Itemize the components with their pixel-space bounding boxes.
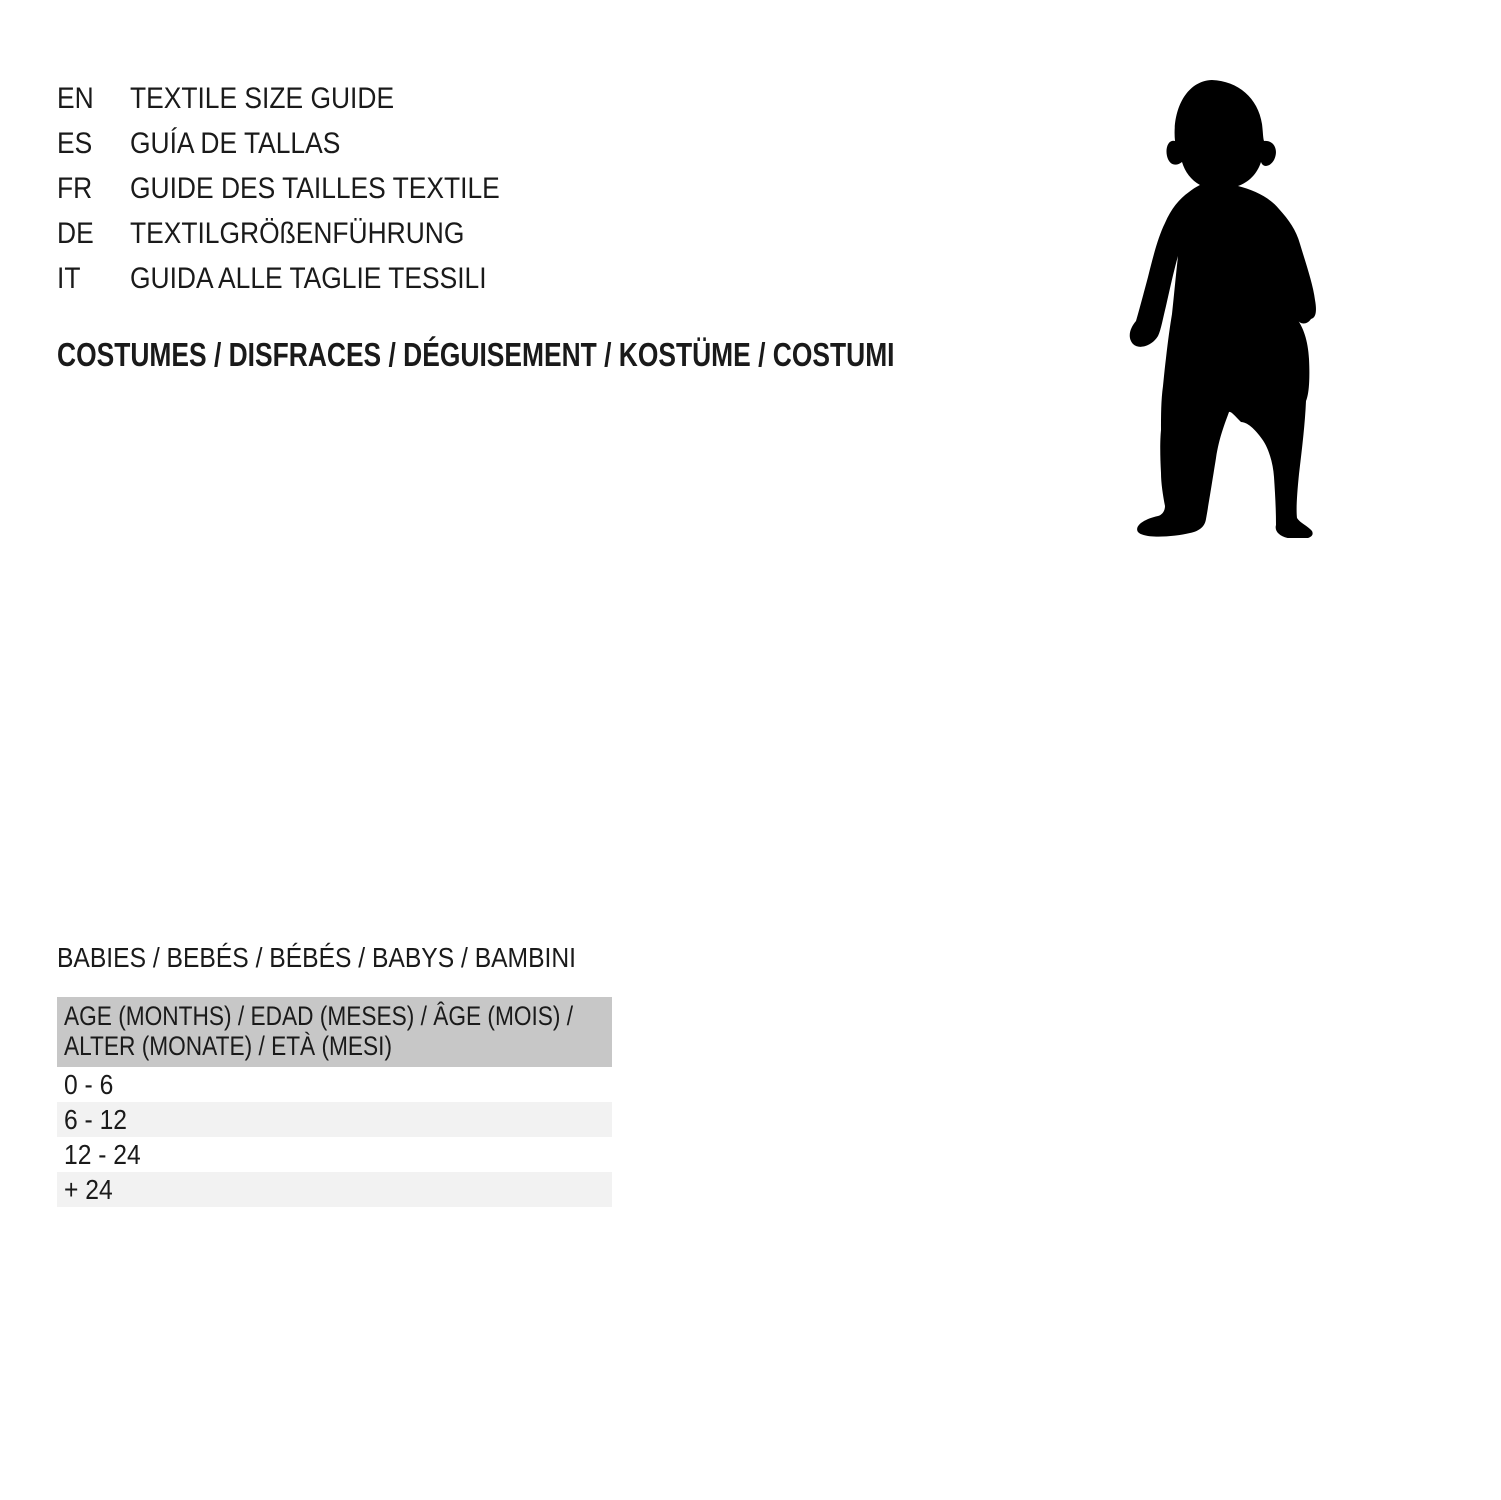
babies-size-table: [57, 997, 612, 1207]
size-table-header-line-2: ALTER (MONATE) / ETÀ (MESI): [64, 1031, 393, 1061]
language-label-de: TEXTILGRÖßENFÜHRUNG: [130, 216, 465, 250]
size-table-header-line-1: AGE (MONTHS) / EDAD (MESES) / ÂGE (MOIS) /: [64, 1001, 574, 1031]
babies-section-title: [57, 941, 647, 975]
language-code-de: DE: [57, 216, 94, 250]
language-code-es: ES: [57, 126, 93, 160]
language-row-es: [57, 121, 550, 166]
size-table-row-0-6: [57, 1067, 612, 1102]
language-code-fr: FR: [57, 171, 93, 205]
language-code-en: EN: [57, 81, 94, 115]
category-title-text: COSTUMES / DISFRACES / DÉGUISEMENT / KOSTÜME / COSTUMI: [57, 336, 895, 373]
language-row-en: [57, 76, 550, 121]
size-table-row-24-plus: [57, 1172, 612, 1207]
language-row-de: [57, 211, 550, 256]
language-label-fr: GUIDE DES TAILLES TEXTILE: [130, 171, 500, 205]
baby-silhouette-figure: [1128, 78, 1324, 538]
category-title: [57, 334, 1104, 376]
baby-silhouette-icon: [1128, 78, 1324, 538]
language-guide-list: [57, 76, 550, 301]
size-table-row-12-24: [57, 1137, 612, 1172]
language-code-it: IT: [57, 261, 81, 295]
age-range-value: 12 - 24: [64, 1139, 141, 1170]
age-range-value: 6 - 12: [64, 1104, 128, 1135]
language-row-it: [57, 256, 550, 301]
age-range-value: 0 - 6: [64, 1069, 114, 1100]
size-table-header: [57, 997, 612, 1067]
language-label-es: GUÍA DE TALLAS: [130, 126, 341, 160]
babies-section-title-text: BABIES / BEBÉS / BÉBÉS / BABYS / BAMBINI: [57, 942, 577, 973]
size-table-row-6-12: [57, 1102, 612, 1137]
language-label-en: TEXTILE SIZE GUIDE: [130, 81, 395, 115]
language-row-fr: [57, 166, 550, 211]
language-label-it: GUIDA ALLE TAGLIE TESSILI: [130, 261, 487, 295]
age-range-value: + 24: [64, 1174, 113, 1205]
